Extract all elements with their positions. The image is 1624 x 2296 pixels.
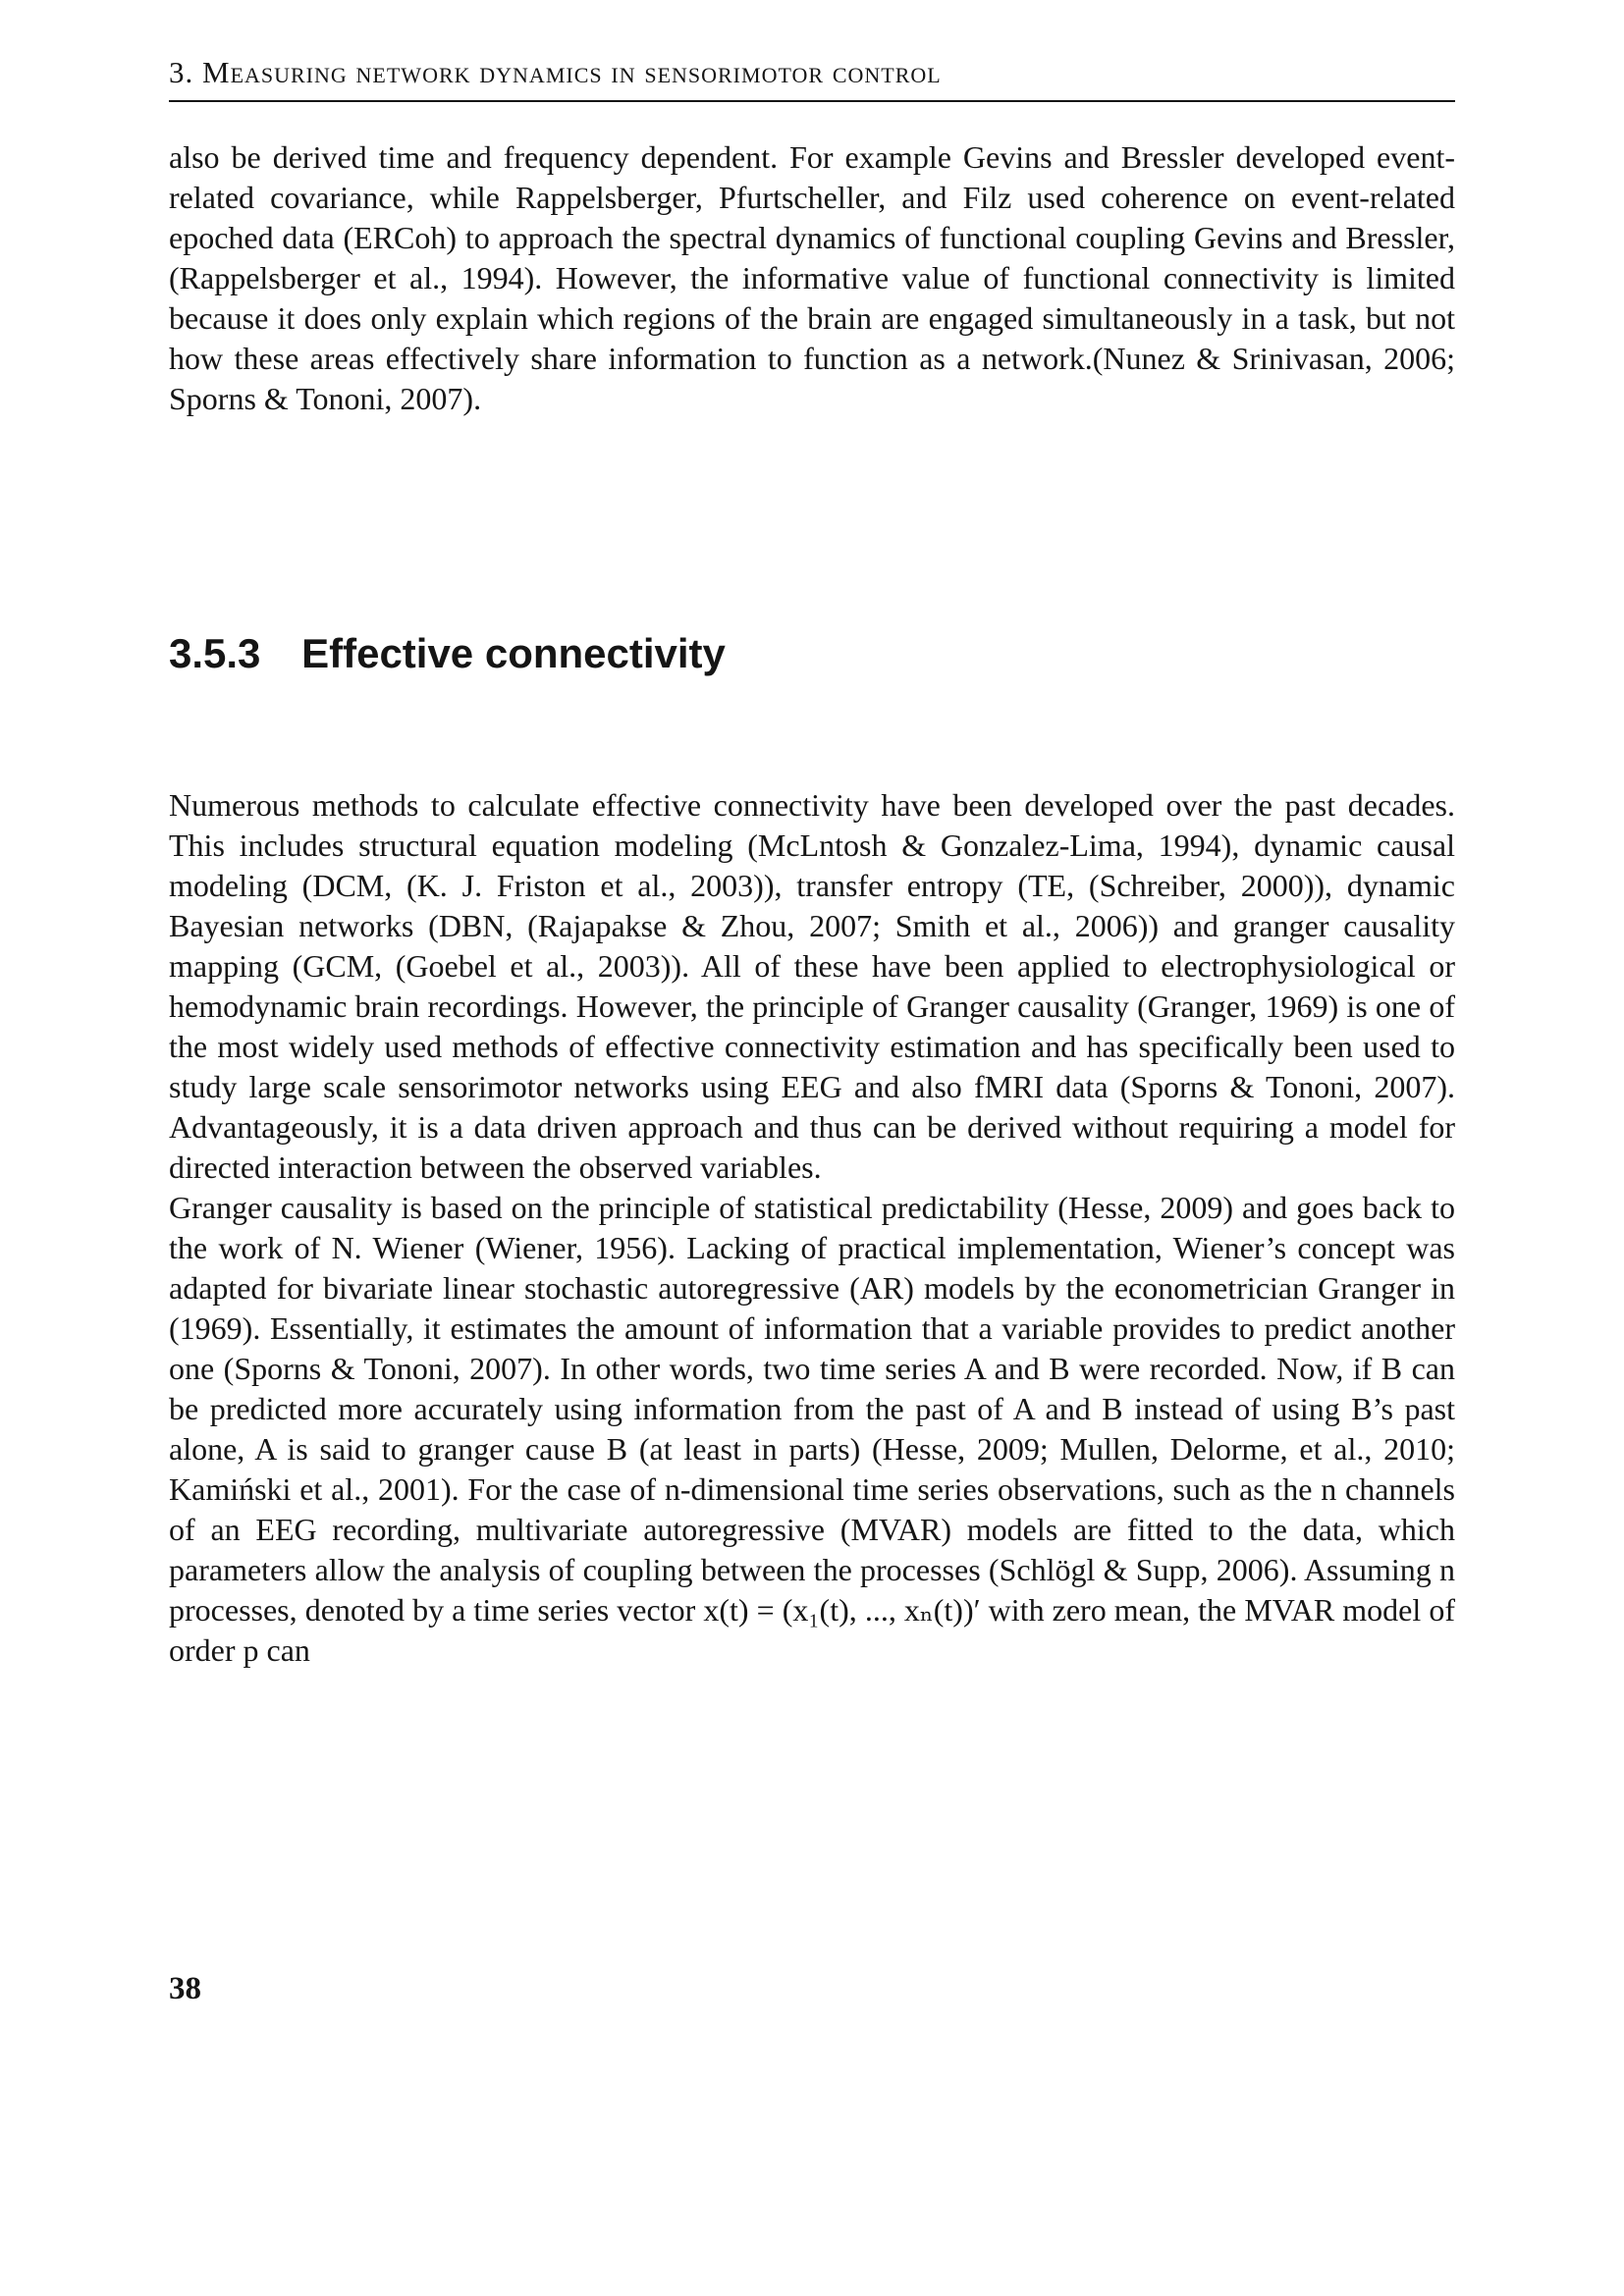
running-header-title: 3. Measuring network dynamics in sensorimotor control [169,55,942,89]
header-rule [169,100,1455,102]
page-number: 38 [169,1971,201,2006]
section-heading [169,630,726,677]
paragraph-granger-causality: Granger causality is based on the principle of statistical predictability (Hesse, 2009) and goes back to the work of N. Wiener (Wiener, 1956). Lacking of practical implementation, Wiener’s concept was adapted for bivariate linear stochastic autoregressive (AR) models by the econometrician Granger in (1969). Essentially, it estimates the amount of information that a variable provides to predict another one (Sporns & Tononi, 2007). In other words, two time series A and B were recorded. Now, if B can be predicted more accurately using information from the past of A and B instead of using B’s past alone, A is said to granger cause B (at least in parts) (Hesse, 2009; Mullen, Delorme, et al., 2010; Kamiński et al., 2001). For the case of n-dimensional time series observations, such as the n channels of an EEG recording, multivariate autoregressive (MVAR) models are fitted to the data, which parameters allow the analysis of coupling between the processes (Schlögl & Supp, 2006). Assuming n processes, denoted by a time series vector x(t) = (x₁(t), ..., xₙ(t))′ with zero mean, the MVAR model of order p can [169,1190,1455,1668]
section-body-text [169,785,1455,1671]
section-number: 3.5.3 [169,630,261,676]
running-header [169,55,1455,102]
paragraph-functional-connectivity: also be derived time and frequency dependent. For example Gevins and Bressler developed event-related covariance, while Rappelsberger, Pfurtscheller, and Filz used coherence on event-related epoched data (ERCoh) to approach the spectral dynamics of functional coupling Gevins and Bressler, (Rappelsberger et al., 1994). However, the informative value of functional connectivity is limited because it does only explain which regions of the brain are engaged simultaneously in a task, but not how these areas effectively share information to function as a network.(Nunez & Srinivasan, 2006; Sporns & Tononi, 2007). [169,139,1455,416]
section-title: Effective connectivity [301,630,726,676]
paragraph-effective-connectivity-methods: Numerous methods to calculate effective connectivity have been developed over the past decades. This includes structural equation modeling (McLntosh & Gonzalez-Lima, 1994), dynamic causal modeling (DCM, (K. J. Friston et al., 2003)), transfer entropy (TE, (Schreiber, 2000)), dynamic Bayesian networks (DBN, (Rajapakse & Zhou, 2007; Smith et al., 2006)) and granger causality mapping (GCM, (Goebel et al., 2003)). All of these have been applied to electrophysiological or hemodynamic brain recordings. However, the principle of Granger causality (Granger, 1969) is one of the most widely used methods of effective connectivity estimation and has specifically been used to study large scale sensorimotor networks using EEG and also fMRI data (Sporns & Tononi, 2007). Advantageously, it is a data driven approach and thus can be derived without requiring a model for directed interaction between the observed variables. [169,787,1455,1185]
